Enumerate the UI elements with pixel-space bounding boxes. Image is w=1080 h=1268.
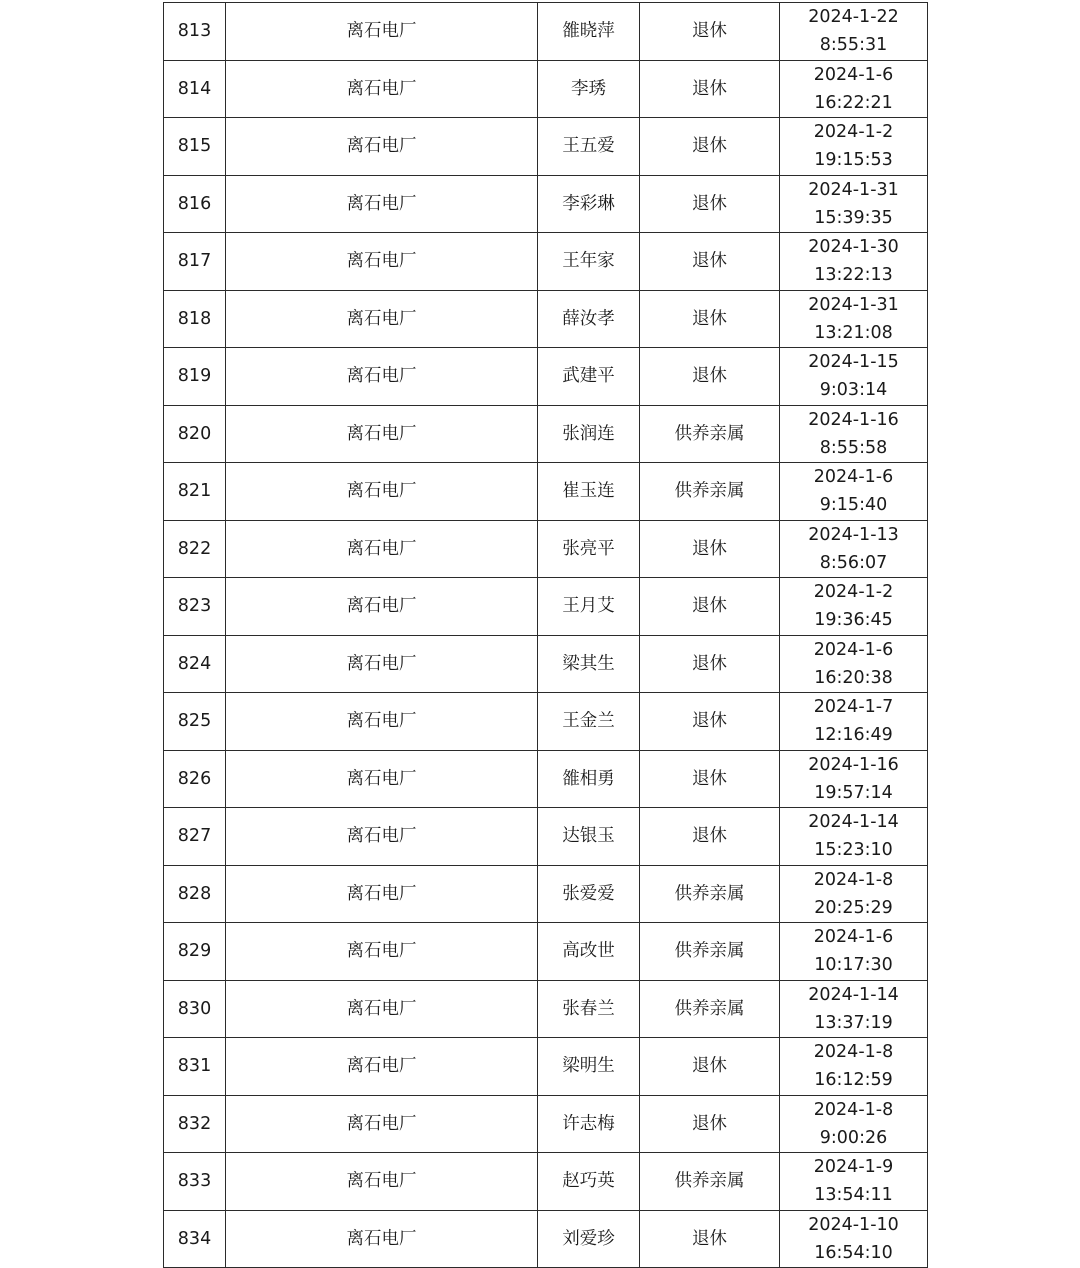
timestamp-date: 2024-1-6	[813, 639, 894, 660]
timestamp-date: 2024-1-8	[813, 1042, 894, 1063]
cell-person-name: 崔玉连	[538, 463, 640, 521]
cell-person-name: 王五爱	[538, 118, 640, 176]
timestamp-date: 2024-1-6	[813, 64, 894, 85]
timestamp-date: 2024-1-9	[813, 1157, 894, 1178]
timestamp-date: 2024-1-13	[808, 524, 899, 545]
timestamp-date: 2024-1-15	[808, 352, 899, 373]
cell-person-name: 高改世	[538, 923, 640, 981]
cell-unit: 离石电厂	[226, 808, 538, 866]
cell-timestamp	[780, 1210, 928, 1268]
cell-serial-number: 825	[164, 693, 226, 751]
cell-category: 退休	[640, 3, 780, 61]
table-row	[164, 693, 928, 751]
cell-serial-number: 831	[164, 1038, 226, 1096]
cell-serial-number: 829	[164, 923, 226, 981]
cell-unit: 离石电厂	[226, 865, 538, 923]
cell-timestamp	[780, 923, 928, 981]
cell-unit: 离石电厂	[226, 520, 538, 578]
timestamp-date: 2024-1-7	[813, 697, 894, 718]
table-row	[164, 923, 928, 981]
cell-person-name: 王年家	[538, 233, 640, 291]
cell-category: 退休	[640, 175, 780, 233]
table-row	[164, 578, 928, 636]
cell-unit: 离石电厂	[226, 693, 538, 751]
cell-unit: 离石电厂	[226, 578, 538, 636]
timestamp-time: 13:21:08	[814, 322, 893, 343]
cell-category: 退休	[640, 693, 780, 751]
cell-unit: 离石电厂	[226, 290, 538, 348]
cell-unit: 离石电厂	[226, 1038, 538, 1096]
cell-person-name: 张亮平	[538, 520, 640, 578]
cell-timestamp	[780, 405, 928, 463]
timestamp-time: 9:03:14	[819, 380, 888, 401]
timestamp-date: 2024-1-6	[813, 467, 894, 488]
table-row	[164, 290, 928, 348]
cell-category: 退休	[640, 750, 780, 808]
cell-category: 供养亲属	[640, 463, 780, 521]
cell-person-name: 赵巧英	[538, 1153, 640, 1211]
timestamp-time: 9:15:40	[819, 495, 888, 516]
table-row	[164, 750, 928, 808]
cell-person-name: 达银玉	[538, 808, 640, 866]
timestamp-time: 19:36:45	[814, 610, 893, 631]
cell-timestamp	[780, 348, 928, 406]
table-row	[164, 520, 928, 578]
timestamp-date: 2024-1-30	[808, 237, 899, 258]
timestamp-date: 2024-1-2	[813, 582, 894, 603]
table-row	[164, 1038, 928, 1096]
cell-unit: 离石电厂	[226, 750, 538, 808]
timestamp-time: 8:56:07	[819, 552, 888, 573]
cell-serial-number: 828	[164, 865, 226, 923]
cell-person-name: 刘爱珍	[538, 1210, 640, 1268]
cell-serial-number: 817	[164, 233, 226, 291]
table-row	[164, 60, 928, 118]
cell-unit: 离石电厂	[226, 348, 538, 406]
cell-timestamp	[780, 290, 928, 348]
cell-serial-number: 818	[164, 290, 226, 348]
cell-timestamp	[780, 520, 928, 578]
cell-timestamp	[780, 635, 928, 693]
timestamp-date: 2024-1-8	[813, 869, 894, 890]
cell-unit: 离石电厂	[226, 635, 538, 693]
cell-unit: 离石电厂	[226, 1210, 538, 1268]
cell-unit: 离石电厂	[226, 60, 538, 118]
timestamp-time: 16:22:21	[814, 92, 893, 113]
cell-timestamp	[780, 693, 928, 751]
cell-unit: 离石电厂	[226, 405, 538, 463]
cell-timestamp	[780, 175, 928, 233]
cell-serial-number: 826	[164, 750, 226, 808]
table-row	[164, 1153, 928, 1211]
cell-serial-number: 832	[164, 1095, 226, 1153]
cell-serial-number: 813	[164, 3, 226, 61]
cell-timestamp	[780, 750, 928, 808]
cell-serial-number: 834	[164, 1210, 226, 1268]
timestamp-date: 2024-1-2	[813, 122, 894, 143]
cell-person-name: 雒晓萍	[538, 3, 640, 61]
cell-timestamp	[780, 1153, 928, 1211]
table-row	[164, 118, 928, 176]
roster-table	[163, 2, 928, 1268]
cell-category: 供养亲属	[640, 980, 780, 1038]
cell-person-name: 许志梅	[538, 1095, 640, 1153]
cell-timestamp	[780, 1095, 928, 1153]
timestamp-date: 2024-1-31	[808, 294, 899, 315]
cell-serial-number: 821	[164, 463, 226, 521]
timestamp-date: 2024-1-31	[808, 179, 899, 200]
cell-person-name: 梁明生	[538, 1038, 640, 1096]
cell-person-name: 李琇	[538, 60, 640, 118]
cell-unit: 离石电厂	[226, 233, 538, 291]
cell-person-name: 张春兰	[538, 980, 640, 1038]
timestamp-time: 8:55:58	[819, 437, 888, 458]
timestamp-date: 2024-1-16	[808, 409, 899, 430]
cell-unit: 离石电厂	[226, 463, 538, 521]
cell-category: 退休	[640, 118, 780, 176]
cell-category: 退休	[640, 635, 780, 693]
cell-serial-number: 823	[164, 578, 226, 636]
cell-unit: 离石电厂	[226, 923, 538, 981]
cell-person-name: 张润连	[538, 405, 640, 463]
cell-person-name: 李彩琳	[538, 175, 640, 233]
timestamp-date: 2024-1-10	[808, 1214, 899, 1235]
cell-category: 退休	[640, 233, 780, 291]
table-row	[164, 405, 928, 463]
cell-category: 退休	[640, 1095, 780, 1153]
timestamp-time: 9:00:26	[819, 1127, 888, 1148]
timestamp-time: 12:16:49	[814, 725, 893, 746]
cell-person-name: 梁其生	[538, 635, 640, 693]
timestamp-time: 16:54:10	[814, 1242, 893, 1263]
cell-serial-number: 824	[164, 635, 226, 693]
timestamp-time: 13:54:11	[814, 1185, 893, 1206]
table-row	[164, 233, 928, 291]
table-row	[164, 463, 928, 521]
cell-serial-number: 833	[164, 1153, 226, 1211]
cell-category: 供养亲属	[640, 865, 780, 923]
cell-serial-number: 830	[164, 980, 226, 1038]
table-row	[164, 3, 928, 61]
cell-timestamp	[780, 118, 928, 176]
cell-person-name: 武建平	[538, 348, 640, 406]
cell-unit: 离石电厂	[226, 118, 538, 176]
cell-timestamp	[780, 578, 928, 636]
cell-category: 退休	[640, 290, 780, 348]
cell-serial-number: 819	[164, 348, 226, 406]
table-row	[164, 175, 928, 233]
cell-person-name: 王金兰	[538, 693, 640, 751]
cell-category: 供养亲属	[640, 405, 780, 463]
table-row	[164, 980, 928, 1038]
cell-timestamp	[780, 808, 928, 866]
cell-timestamp	[780, 463, 928, 521]
cell-person-name: 王月艾	[538, 578, 640, 636]
cell-category: 供养亲属	[640, 923, 780, 981]
timestamp-time: 16:12:59	[814, 1070, 893, 1091]
cell-category: 退休	[640, 348, 780, 406]
timestamp-date: 2024-1-14	[808, 984, 899, 1005]
cell-serial-number: 820	[164, 405, 226, 463]
cell-timestamp	[780, 865, 928, 923]
cell-timestamp	[780, 3, 928, 61]
cell-person-name: 薛汝孝	[538, 290, 640, 348]
table-row	[164, 808, 928, 866]
timestamp-time: 13:37:19	[814, 1012, 893, 1033]
table-row	[164, 1095, 928, 1153]
timestamp-date: 2024-1-14	[808, 812, 899, 833]
cell-category: 退休	[640, 578, 780, 636]
cell-timestamp	[780, 60, 928, 118]
timestamp-time: 19:15:53	[814, 150, 893, 171]
roster-table-body	[164, 3, 928, 1268]
cell-unit: 离石电厂	[226, 980, 538, 1038]
cell-serial-number: 814	[164, 60, 226, 118]
cell-serial-number: 815	[164, 118, 226, 176]
cell-category: 退休	[640, 520, 780, 578]
cell-person-name: 雒相勇	[538, 750, 640, 808]
cell-category: 退休	[640, 60, 780, 118]
timestamp-date: 2024-1-22	[808, 7, 899, 28]
cell-unit: 离石电厂	[226, 1153, 538, 1211]
table-row	[164, 348, 928, 406]
timestamp-date: 2024-1-8	[813, 1099, 894, 1120]
timestamp-time: 19:57:14	[814, 782, 893, 803]
roster-sheet	[163, 2, 927, 1268]
cell-timestamp	[780, 233, 928, 291]
cell-serial-number: 816	[164, 175, 226, 233]
timestamp-date: 2024-1-6	[813, 927, 894, 948]
table-row	[164, 1210, 928, 1268]
cell-person-name: 张爱爱	[538, 865, 640, 923]
cell-timestamp	[780, 980, 928, 1038]
cell-unit: 离石电厂	[226, 3, 538, 61]
timestamp-time: 10:17:30	[814, 955, 893, 976]
cell-serial-number: 822	[164, 520, 226, 578]
cell-category: 退休	[640, 808, 780, 866]
timestamp-time: 15:39:35	[814, 207, 893, 228]
table-row	[164, 635, 928, 693]
timestamp-time: 15:23:10	[814, 840, 893, 861]
table-row	[164, 865, 928, 923]
timestamp-time: 20:25:29	[814, 897, 893, 918]
cell-category: 退休	[640, 1210, 780, 1268]
timestamp-time: 13:22:13	[814, 265, 893, 286]
cell-serial-number: 827	[164, 808, 226, 866]
cell-unit: 离石电厂	[226, 175, 538, 233]
cell-unit: 离石电厂	[226, 1095, 538, 1153]
cell-timestamp	[780, 1038, 928, 1096]
timestamp-date: 2024-1-16	[808, 754, 899, 775]
cell-category: 供养亲属	[640, 1153, 780, 1211]
cell-category: 退休	[640, 1038, 780, 1096]
timestamp-time: 16:20:38	[814, 667, 893, 688]
timestamp-time: 8:55:31	[819, 35, 888, 56]
